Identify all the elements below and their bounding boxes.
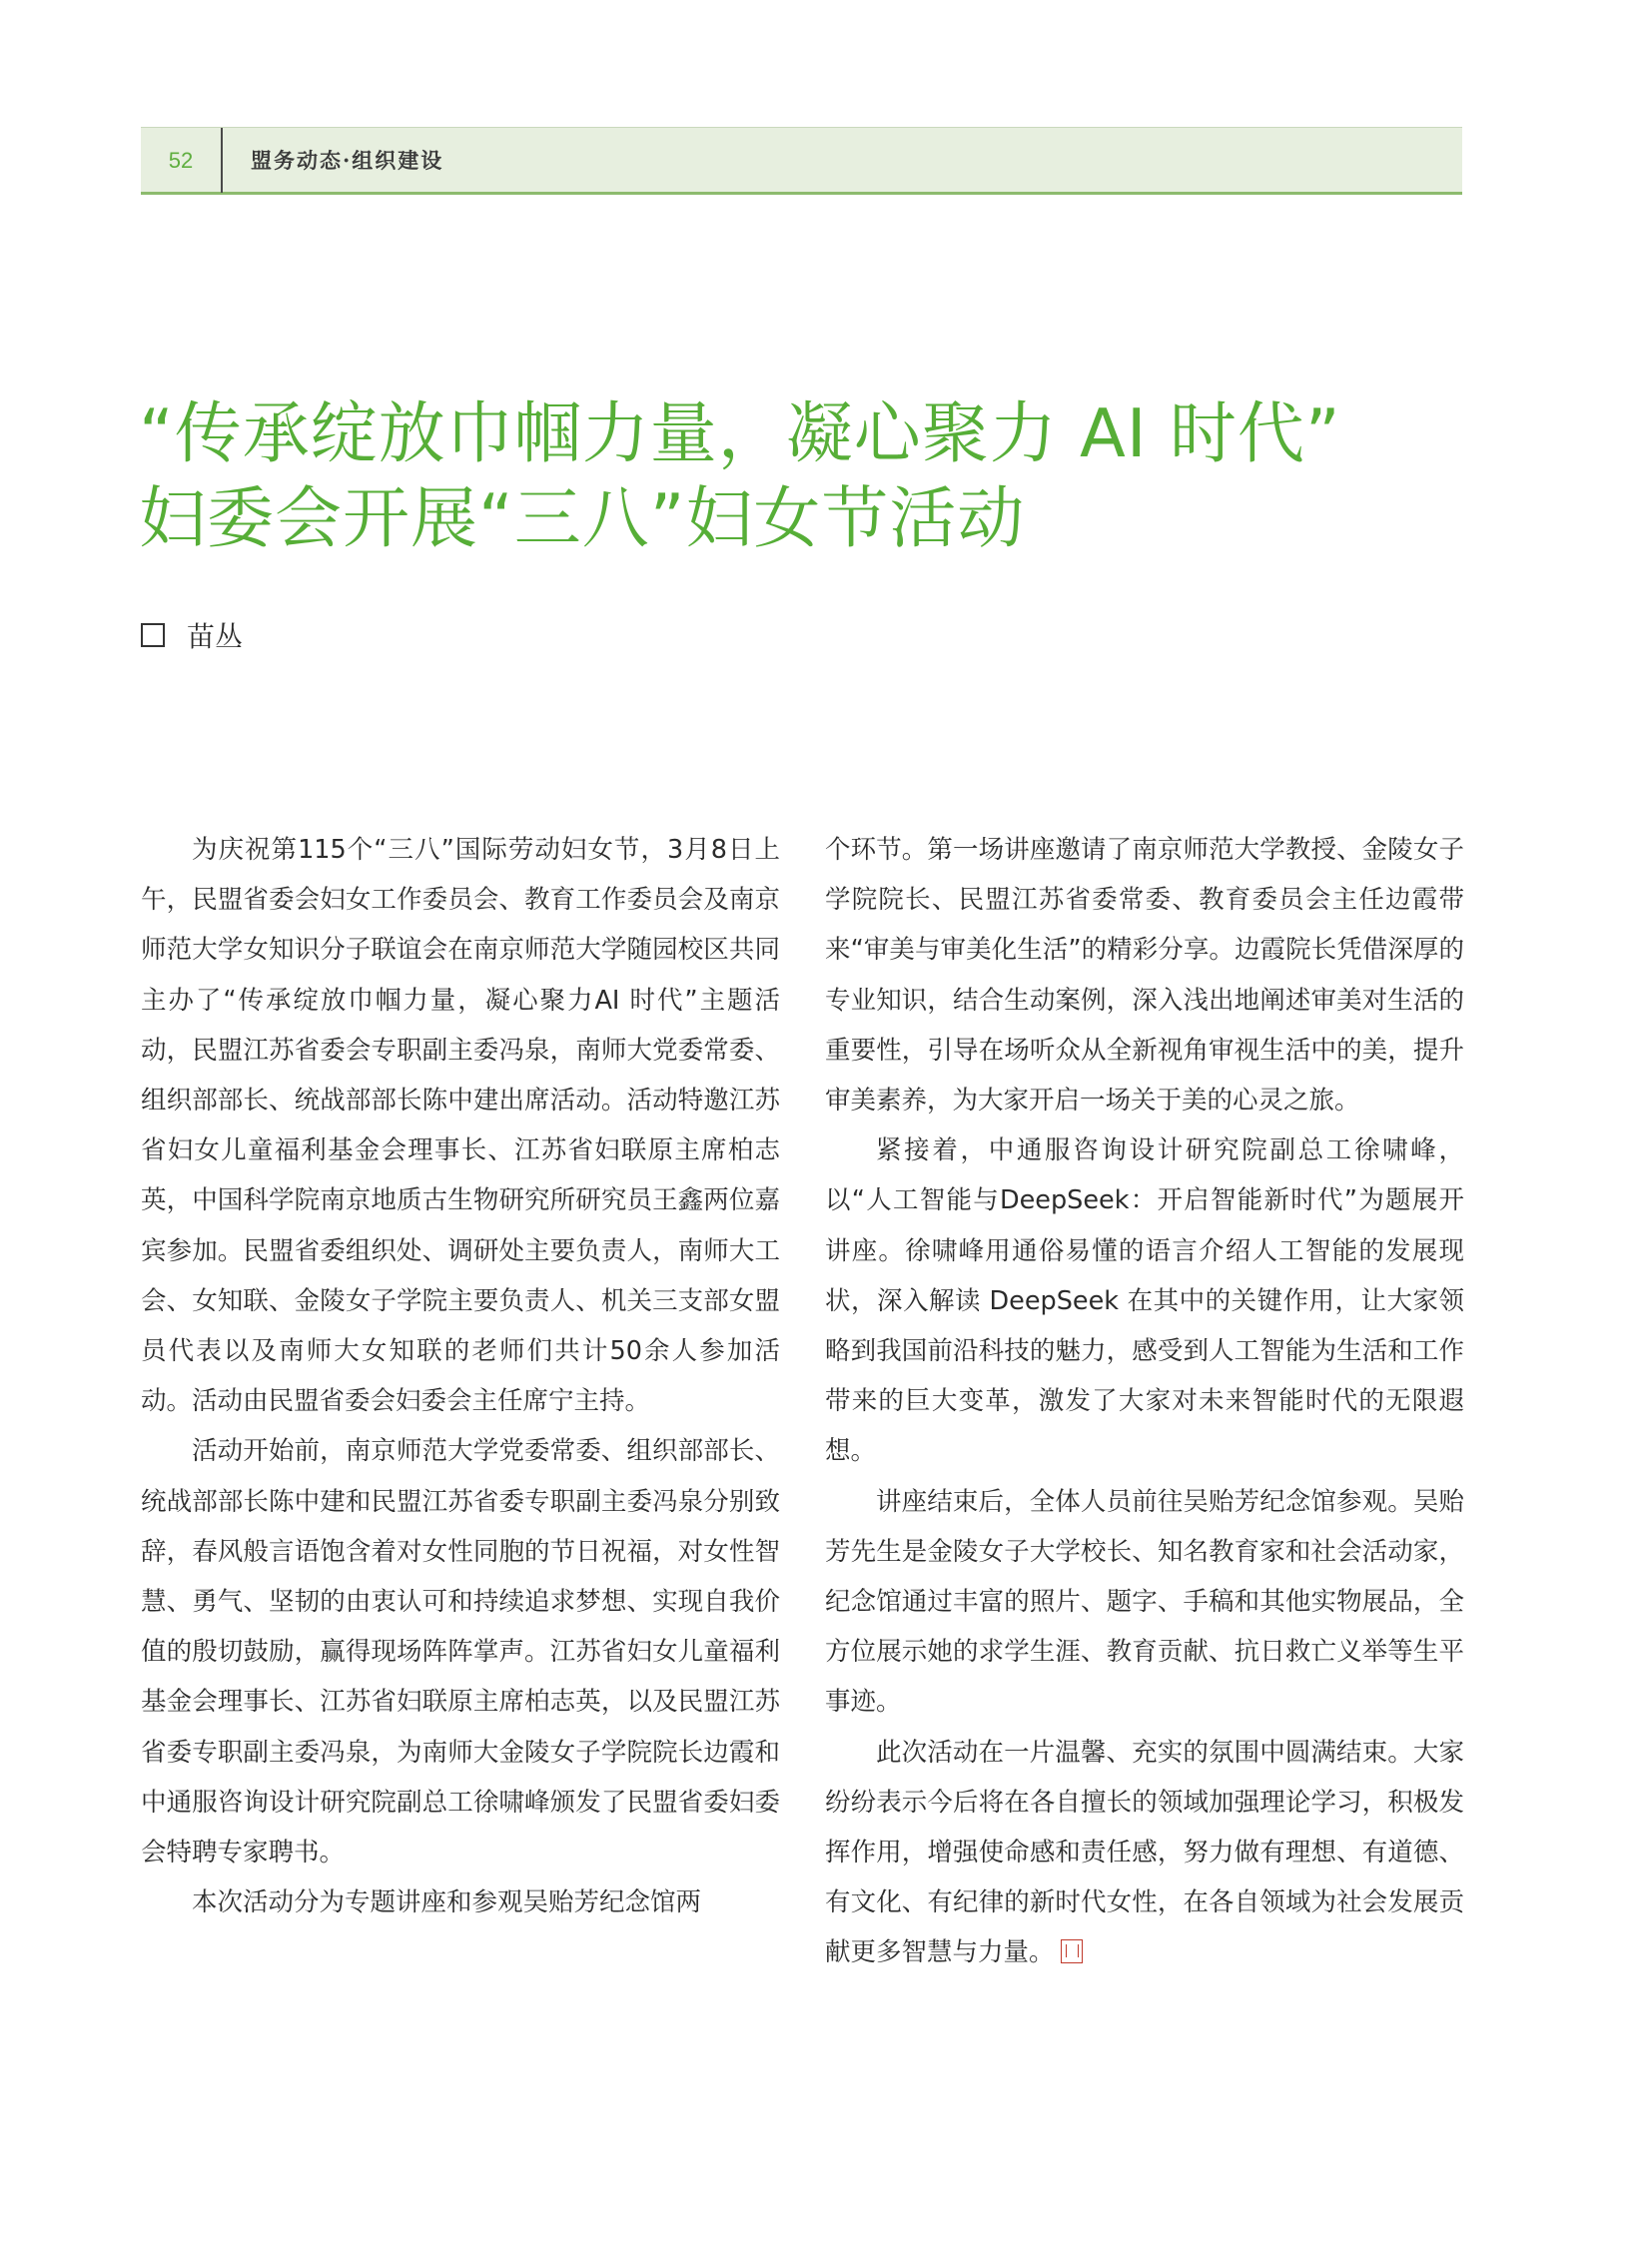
article-title <box>139 391 1477 561</box>
paragraph: 活动开始前，南京师范大学党委常委、组织部部长、统战部部长陈中建和民盟江苏省委专职副主委冯泉分别致辞，春风般言语饱含着对女性同胞的节日祝福，对女性智慧、勇气、坚韧的由衷认可和持续追求梦想、实现自我价值的殷切鼓励，赢得现场阵阵掌声。江苏省妇女儿童福利基金会理事长、江苏省妇联原主席柏志英，以及民盟江苏省委专职副主委冯泉，为南师大金陵女子学院院长边霞和中通服咨询设计研究院副总工徐啸峰颁发了民盟省委妇委会特聘专家聘书。 <box>141 1436 780 1868</box>
paragraph-final <box>825 1728 1464 1978</box>
end-mark-icon <box>1061 1939 1083 1963</box>
square-bullet-icon <box>141 623 165 647</box>
section-title: 盟务动态·组织建设 <box>251 148 444 173</box>
paragraph-final-text: 此次活动在一片温馨、充实的氛围中圆满结束。大家纷纷表示今后将在各自擅长的领域加强理论学习，积极发挥作用，增强使命感和责任感，努力做有理想、有道德、有文化、有纪律的新时代女性，在各自领域为社会发展贡献更多智慧与力量。 <box>825 1737 1464 1968</box>
header-divider <box>221 128 223 193</box>
paragraph: 为庆祝第115个“三八”国际劳动妇女节，3月8日上午，民盟省委会妇女工作委员会、教育工作委员会及南京师范大学女知识分子联谊会在南京师范大学随园校区共同主办了“传承绽放巾帼力量，凝心聚力AI 时代”主题活动，民盟江苏省委会专职副主委冯泉，南师大党委常委、组织部部长、统战部部长陈中建出席活动。活动特邀江苏省妇女儿童福利基金会理事长、江苏省妇联原主席柏志英，中国科学院南京地质古生物研究所研究员王鑫两位嘉宾参加。民盟省委组织处、调研处主要负责人，南师大工会、女知联、金陵女子学院主要负责人、机关三支部女盟员代表以及南师大女知联的老师们共计50余人参加活动。活动由民盟省委会妇委会主任席宁主持。 <box>141 835 780 1417</box>
paragraph: 讲座结束后，全体人员前往吴贻芳纪念馆参观。吴贻芳先生是金陵女子大学校长、知名教育家和社会活动家，纪念馆通过丰富的照片、题字、手稿和其他实物展品，全方位展示她的求学生涯、教育贡献、抗日救亡义举等生平事迹。 <box>825 1486 1464 1718</box>
paragraph: 紧接着，中通服咨询设计研究院副总工徐啸峰，以“人工智能与DeepSeek：开启智能新时代”为题展开讲座。徐啸峰用通俗易懂的语言介绍人工智能的发展现状，深入解读 DeepSeek 在其中的关键作用，让大家领略到我国前沿科技的魅力，感受到人工智能为生活和工作带来的巨大变革，激发了大家对未来智能时代的无限遐想。 <box>825 1135 1464 1467</box>
page-number: 52 <box>168 148 194 173</box>
running-header <box>141 127 1462 195</box>
author-name: 苗丛 <box>187 620 244 653</box>
left-column <box>141 825 780 1927</box>
article-title-line-1: “传承绽放巾帼力量，凝心聚力 AI 时代” <box>139 394 1341 472</box>
paragraph-continuation: 个环节。第一场讲座邀请了南京师范大学教授、金陵女子学院院长、民盟江苏省委常委、教育委员会主任边霞带来“审美与审美化生活”的精彩分享。边霞院长凭借深厚的专业知识，结合生动案例，深入浅出地阐述审美对生活的重要性，引导在场听众从全新视角审视生活中的美，提升审美素养，为大家开启一场关于美的心灵之旅。 <box>825 835 1464 1117</box>
paragraph: 本次活动分为专题讲座和参观吴贻芳纪念馆两 <box>192 1887 702 1918</box>
right-column <box>825 825 1464 1978</box>
byline <box>141 615 243 655</box>
article-title-line-2: 妇委会开展“三八”妇女节活动 <box>139 479 1026 557</box>
